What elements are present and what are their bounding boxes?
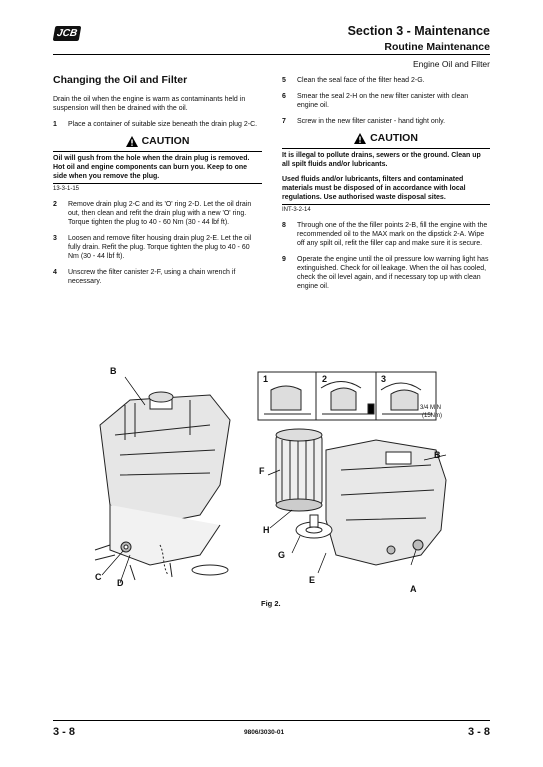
figure-caption: Fig 2.	[261, 599, 281, 608]
caution-label: CAUTION	[141, 135, 190, 147]
step-number: 3	[53, 235, 57, 242]
step-text: Place a container of suitable size beneath the drain plug 2-C.	[68, 121, 258, 128]
step-text: Smear the seal 2-H on the new filter canister with clean engine oil.	[297, 93, 469, 109]
section-subtitle: Routine Maintenance	[384, 41, 490, 53]
caution-title	[53, 136, 262, 147]
step-number: 1	[53, 121, 57, 128]
label-step-2: 2	[322, 374, 328, 384]
label-step-3: 3	[381, 374, 387, 384]
label-d: D	[117, 578, 124, 588]
step-text: Remove drain plug 2-C and its 'O' ring 2-D. Let the oil drain out, then clean and refit the drain plug with a new 'O' ring. Torque tighten the plug to 40 - 60 Nm (30 - 44 lbf ft).	[68, 201, 252, 226]
warning-icon	[354, 133, 366, 144]
label-step-1: 1	[263, 374, 269, 384]
section-title: Section 3 - Maintenance	[347, 24, 490, 38]
step-text: Unscrew the filter canister 2-F, using a chain wrench if necessary.	[68, 269, 236, 285]
step-4	[53, 268, 262, 286]
step-number: 2	[53, 201, 57, 208]
caution-text-drains: It is illegal to pollute drains, sewers or the ground. Clean up all spilt fluids and/or lubricants.	[282, 148, 490, 169]
torque-value: (15Nm)	[422, 413, 443, 419]
step-number: 8	[282, 222, 286, 229]
step-7	[282, 117, 490, 126]
step-text: Clean the seal face of the filter head 2-G.	[297, 77, 425, 84]
step-text: Loosen and remove filter housing drain plug 2-E. Let the oil fully drain. Refit the plug. Torque tighten the plug to 40 - 60 Nm (30 - 44 lbf ft).	[68, 235, 252, 260]
torque-text: 3/4 MIN	[420, 405, 442, 411]
right-column	[282, 76, 490, 298]
caution-title	[282, 133, 490, 144]
label-b-left: B	[110, 366, 117, 376]
document-number: 9806/3030-01	[244, 729, 285, 736]
page-number-right: 3 - 8	[467, 726, 490, 738]
label-h: H	[263, 525, 270, 535]
label-b-right: B	[434, 450, 441, 460]
step-number: 6	[282, 93, 286, 100]
filter-replacement-illustration	[256, 370, 456, 592]
label-f: F	[259, 466, 265, 476]
page-number-left: 3 - 8	[53, 726, 76, 738]
caution-label: CAUTION	[370, 132, 418, 144]
step-5	[282, 76, 490, 85]
intro-paragraph: Drain the oil when the engine is warm as contaminants held in suspension will then be drained with the oil.	[53, 96, 246, 112]
step-2	[53, 200, 262, 227]
footer-rule	[53, 720, 490, 721]
page-heading: Changing the Oil and Filter	[53, 74, 188, 86]
step-text: Through one of the the filler points 2-B, fill the engine with the recommended oil to the MAX mark on the dipstick 2-A. Wipe off any spilt oil, refit the filler cap and make sure it is secure.	[297, 222, 488, 247]
label-c: C	[95, 572, 102, 582]
step-3	[53, 234, 262, 261]
step-text: Operate the engine until the oil pressure low warning light has extinguished. Check for oil leakage. When the oil has cooled, check the oil level again, and if necessary top up with clean engine oil.	[297, 256, 489, 290]
label-g: G	[278, 550, 286, 560]
engine-drain-illustration	[90, 365, 240, 590]
step-number: 4	[53, 269, 57, 276]
jcb-logo: JCB	[53, 26, 82, 41]
left-column	[53, 76, 262, 293]
caution-reference: 13-3-1-15	[53, 186, 80, 192]
step-6	[282, 92, 490, 110]
topic-title: Engine Oil and Filter	[412, 59, 490, 69]
step-1	[53, 120, 262, 129]
caution-text-disposal: Used fluids and/or lubricants, filters and contaminated materials must be disposed of in accordance with local regulations. Use authorised waste disposal sites.	[282, 175, 490, 205]
label-a: A	[410, 584, 417, 594]
step-number: 7	[282, 118, 286, 125]
header-rule	[53, 54, 490, 55]
step-8	[282, 221, 490, 248]
caution-reference: INT-3-2-14	[282, 207, 311, 213]
step-number: 9	[282, 256, 286, 263]
warning-icon	[126, 136, 138, 147]
step-number: 5	[282, 77, 286, 84]
caution-text: Oil will gush from the hole when the drain plug is removed. Hot oil and engine components can burn you. Keep to one side when you remove the plug.	[53, 151, 262, 184]
step-9	[282, 255, 490, 291]
label-e: E	[309, 575, 316, 585]
step-text: Screw in the new filter canister - hand tight only.	[297, 118, 446, 125]
